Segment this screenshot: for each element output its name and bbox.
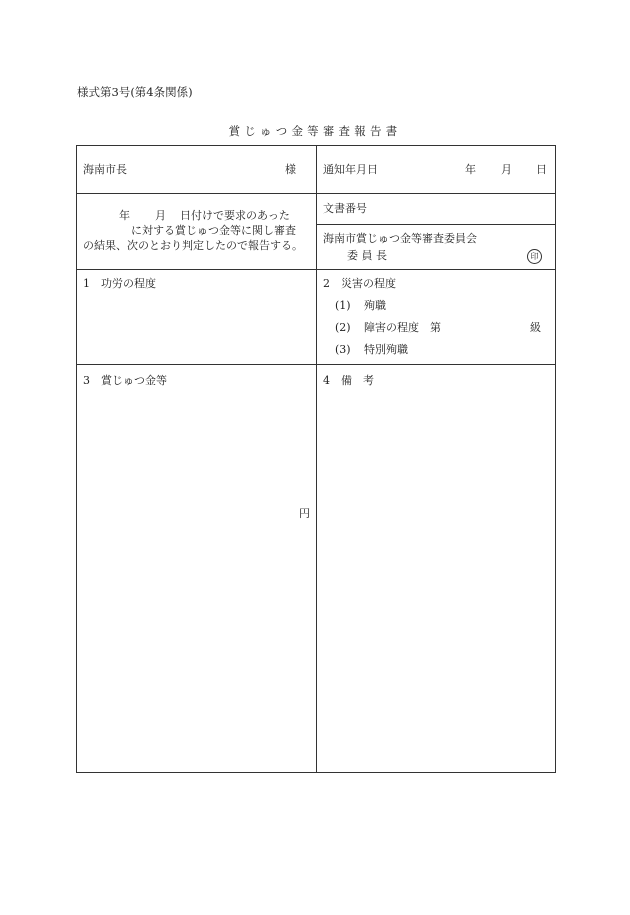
seal-mark: 印 <box>527 249 542 264</box>
disaster-item-number: (3) <box>335 343 351 356</box>
section-award-number: 3 <box>83 374 90 387</box>
section-remarks-number: 4 <box>323 374 330 387</box>
form-number: 様式第3号(第4条関係) <box>77 85 193 99</box>
row-divider-3 <box>76 364 556 365</box>
section-award-label: 賞じゅつ金等 <box>101 374 167 387</box>
award-currency-unit: 円 <box>299 507 310 520</box>
disaster-item-number: (2) <box>335 321 351 334</box>
addressee-honorific: 様 <box>285 163 296 176</box>
disaster-item-label: 特別殉職 <box>364 343 408 356</box>
disaster-item-label: 殉職 <box>364 299 386 312</box>
request-year: 年 <box>119 209 130 222</box>
disaster-item-suffix: 級 <box>530 321 541 334</box>
addressee-name: 海南市長 <box>83 163 127 176</box>
notice-date-month: 月 <box>501 163 512 176</box>
notice-date-label: 通知年月日 <box>323 163 378 176</box>
disaster-item-label: 障害の程度 第 <box>364 321 441 334</box>
section-merit-number: 1 <box>83 277 90 290</box>
disaster-item-number: (1) <box>335 299 351 312</box>
section-disaster-number: 2 <box>323 277 330 290</box>
request-month: 月 <box>155 209 166 222</box>
request-line3: の結果、次のとおり判定したので報告する。 <box>83 239 303 252</box>
document-number-label: 文書番号 <box>323 202 367 215</box>
notice-date-year: 年 <box>465 163 476 176</box>
section-remarks-label: 備 考 <box>341 374 374 387</box>
row-divider-1 <box>76 193 556 194</box>
row-divider-doc-number <box>316 224 556 225</box>
request-line2: に対する賞じゅつ金等に関し審査 <box>131 224 296 237</box>
request-line1: 日付けで要求のあった <box>180 209 290 222</box>
section-disaster-label: 災害の程度 <box>341 277 396 290</box>
committee-name: 海南市賞じゅつ金等審査委員会 <box>323 232 477 245</box>
row-divider-2 <box>76 269 556 270</box>
document-title: 賞じゅつ金等審査報告書 <box>228 124 402 138</box>
notice-date-day: 日 <box>536 163 547 176</box>
column-divider <box>316 145 317 773</box>
committee-chair: 委 員 長 <box>347 249 387 262</box>
section-merit-label: 功労の程度 <box>101 277 156 290</box>
